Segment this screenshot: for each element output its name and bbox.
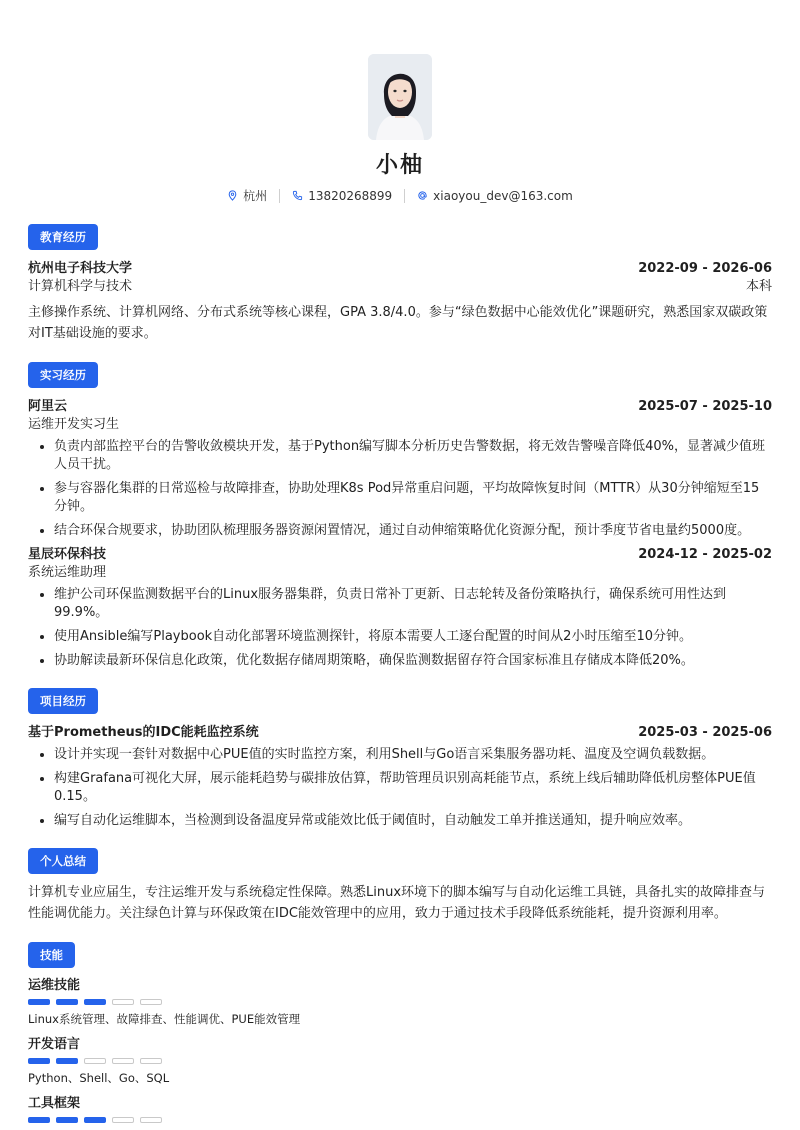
section-badge-internship: 实习经历 [28,362,98,388]
bullet-item: • 使用Ansible编写Playbook自动化部署环境监测探针，将原本需要人工逐台配置的时间从2小时压缩至10分钟。 [54,627,772,646]
skill-item [28,1036,772,1086]
level-segment-filled [84,999,106,1005]
resume-header [28,0,772,204]
contact-phone [280,189,404,203]
job-role: 运维开发实习生 [28,417,120,432]
level-segment-filled [28,999,50,1005]
skill-description: Linux系统管理、故障排查、性能调优、PUE能效管理 [28,1012,301,1026]
level-segment-empty [84,1058,106,1064]
level-segment-empty [112,1058,134,1064]
bullet-item: • 参与容器化集群的日常巡检与故障排查，协助处理K8s Pod异常重启问题，平均故障恢复时间（MTTR）从30分钟缩短至15分钟。 [54,479,772,516]
portrait-photo [368,54,432,140]
education-section [28,224,772,344]
section-badge-project: 项目经历 [28,688,98,714]
entry-header [28,398,772,416]
entry-header [28,260,772,278]
level-segment-filled [28,1058,50,1064]
section-badge-education: 教育经历 [28,224,98,250]
job-role: 系统运维助理 [28,565,107,580]
bullet-item: • 维护公司环保监测数据平台的Linux服务器集群，负责日常补丁更新、日志轮转及备份策略执行，确保系统可用性达到99.9%。 [54,585,772,622]
summary-text: 计算机专业应届生，专注运维开发与系统稳定性保障。熟悉Linux环境下的脚本编写与自动化运维工具链，具备扎实的故障排查与性能调优能力。关注绿色计算与环保政策在IDC能效管理中的应用，致力于通过技术手段降低系统能耗，提升资源利用率。 [28,885,766,921]
company-name: 星辰环保科技 [28,547,107,562]
education-dates: 2022-09 - 2026-06 [638,261,772,276]
candidate-name: 小柚 [375,153,424,178]
phone-text[interactable]: 13820268899 [308,188,393,203]
job-bullets [28,585,772,670]
level-segment-filled [56,1117,78,1123]
degree: 本科 [745,279,772,294]
project-bullets [28,745,772,830]
level-segment-empty [140,1117,162,1123]
project-name: 基于Prometheus的IDC能耗监控系统 [28,725,259,740]
contact-location [215,187,279,204]
bullet-item: • 构建Grafana可视化大屏，展示能耗趋势与碳排放估算，帮助管理员识别高耗能节点，系统上线后辅助降低机房整体PUE值0.15。 [54,769,772,806]
entry-subheader [28,564,772,582]
project-section [28,688,772,830]
skill-level-meter [28,1117,772,1123]
location-pin-icon [227,190,238,201]
entry-subheader [28,278,772,296]
contact-row [28,187,772,204]
level-segment-empty [112,1117,134,1123]
entry-header [28,724,772,742]
major: 计算机科学与技术 [28,279,133,294]
education-entry [28,260,772,344]
section-badge-summary: 个人总结 [28,848,98,874]
location-text: 杭州 [243,189,268,203]
school-name: 杭州电子科技大学 [28,261,133,276]
level-segment-empty [140,999,162,1005]
bullet-item: • 结合环保合规要求，协助团队梳理服务器资源闲置情况，通过自动伸缩策略优化资源分配，预计季度节省电量约5000度。 [54,521,772,540]
level-segment-filled [84,1117,106,1123]
level-segment-filled [56,999,78,1005]
job-dates: 2024-12 - 2025-02 [638,547,772,562]
skill-name: 工具框架 [28,1096,81,1111]
level-segment-empty [140,1058,162,1064]
summary-section [28,848,772,924]
contact-email [405,189,585,203]
level-segment-empty [112,999,134,1005]
company-name: 阿里云 [28,399,68,414]
bullet-item: • 协助解读最新环保信息化政策，优化数据存储周期策略，确保监测数据留存符合国家标准且存储成本降低20%。 [54,651,772,670]
level-segment-filled [56,1058,78,1064]
job-dates: 2025-07 - 2025-10 [638,399,772,414]
education-description: 主修操作系统、计算机网络、分布式系统等核心课程，GPA 3.8/4.0。参与“绿色数据中心能效优化”课题研究，熟悉国家双碳政策对IT基础设施的要求。 [28,305,768,341]
skills-list [28,977,772,1123]
skill-item [28,977,772,1027]
bullet-item: • 设计并实现一套针对数据中心PUE值的实时监控方案，利用Shell与Go语言采集服务器功耗、温度及空调负载数据。 [54,745,772,764]
at-sign-icon [417,190,428,201]
skill-item [28,1095,772,1123]
internship-section [28,362,772,670]
job-entry [28,546,772,670]
entry-subheader [28,416,772,434]
email-text[interactable]: xiaoyou_dev@163.com [433,188,573,203]
entry-header [28,546,772,564]
skill-level-meter [28,999,772,1005]
skill-level-meter [28,1058,772,1064]
avatar [368,54,432,140]
phone-icon [292,190,303,201]
bullet-item: • 编写自动化运维脚本，当检测到设备温度异常或能效比低于阈值时，自动触发工单并推送通知，提升响应效率。 [54,811,772,830]
bullet-item: • 负责内部监控平台的告警收敛模块开发，基于Python编写脚本分析历史告警数据，将无效告警噪音降低40%，显著减少值班人员干扰。 [54,437,772,474]
section-badge-skills: 技能 [28,942,75,968]
level-segment-filled [28,1117,50,1123]
skill-name: 开发语言 [28,1037,81,1052]
job-entry [28,398,772,540]
skill-name: 运维技能 [28,978,81,993]
skills-section [28,942,772,1123]
skill-description: Python、Shell、Go、SQL [28,1071,170,1085]
job-bullets [28,437,772,540]
project-entry [28,724,772,830]
project-dates: 2025-03 - 2025-06 [638,725,772,740]
